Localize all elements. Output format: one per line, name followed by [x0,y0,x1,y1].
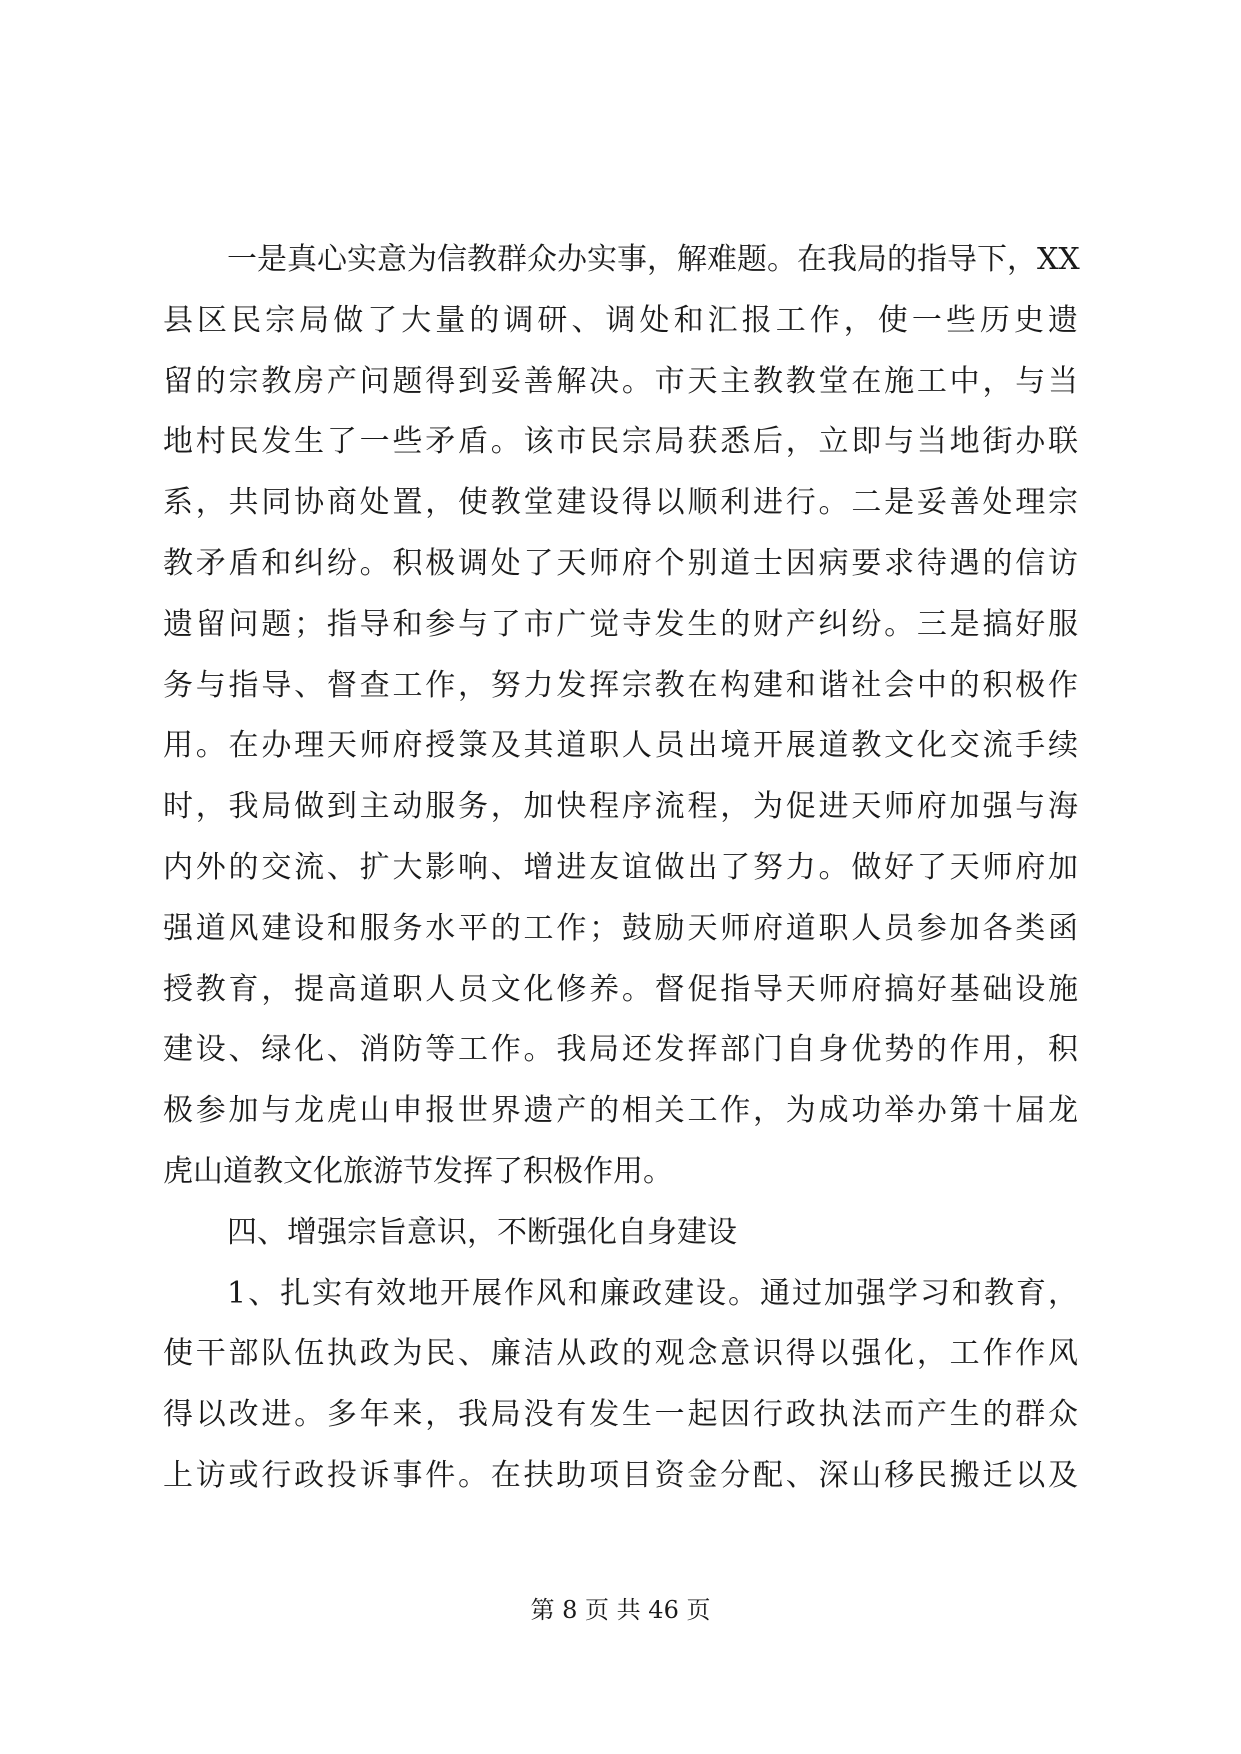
section-heading: 四、增强宗旨意识，不断强化自身建设 [227,1214,737,1250]
text-line: 使干部队伍执政为民、廉洁从政的观念意识得以强化，工作作风 [163,1336,1078,1372]
text-line: 县区民宗局做了大量的调研、调处和汇报工作，使一些历史遗 [163,302,1078,338]
text-line: 授教育，提高道职人员文化修养。督促指导天师府搞好基础设施 [163,971,1078,1007]
text-line: 内外的交流、扩大影响、增进友谊做出了努力。做好了天师府加 [163,849,1078,885]
text-line: 用。在办理天师府授箓及其道职人员出境开展道教文化交流手续 [163,728,1078,764]
text-line: 虎山道教文化旅游节发挥了积极作用。 [163,1153,673,1189]
text-line: 强道风建设和服务水平的工作；鼓励天师府道职人员参加各类函 [163,910,1078,946]
text-line: 极参加与龙虎山申报世界遗产的相关工作，为成功举办第十届龙 [163,1093,1078,1129]
text-line: 地村民发生了一些矛盾。该市民宗局获悉后，立即与当地街办联 [163,424,1078,460]
text-line: 时，我局做到主动服务，加快程序流程，为促进天师府加强与海 [163,789,1078,825]
text-line: 得以改进。多年来，我局没有发生一起因行政执法而产生的群众 [163,1397,1078,1433]
page-number-footer: 第 8 页 共 46 页 [530,1596,711,1624]
text-line: 留的宗教房产问题得到妥善解决。市天主教教堂在施工中，与当 [163,363,1078,399]
text-line: 一是真心实意为信教群众办实事，解难题。在我局的指导下，XX [227,242,1080,277]
body-text [163,230,1078,1507]
text-line: 1、扎实有效地开展作风和廉政建设。通过加强学习和教育， [227,1275,1078,1311]
text-line: 务与指导、督查工作，努力发挥宗教在构建和谐社会中的积极作 [163,667,1078,703]
text-line: 遗留问题；指导和参与了市广觉寺发生的财产纠纷。三是搞好服 [163,606,1078,642]
text-line: 上访或行政投诉事件。在扶助项目资金分配、深山移民搬迁以及 [163,1457,1078,1493]
text-line: 建设、绿化、消防等工作。我局还发挥部门自身优势的作用，积 [163,1032,1078,1068]
text-line: 教矛盾和纠纷。积极调处了天师府个别道士因病要求待遇的信访 [163,545,1078,581]
text-line: 系，共同协商处置，使教堂建设得以顺利进行。二是妥善处理宗 [163,485,1078,521]
